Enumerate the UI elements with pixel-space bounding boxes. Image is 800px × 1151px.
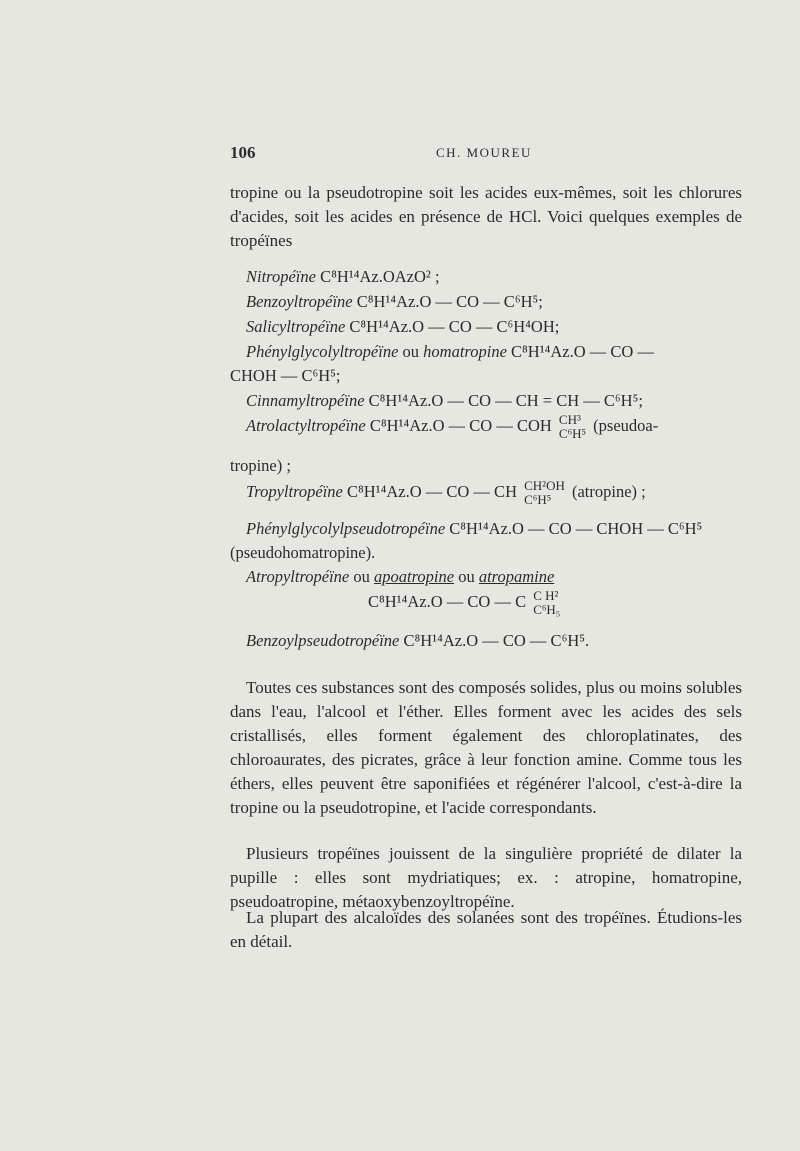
formula-salicyltropeine [246,317,559,337]
compound-formula: C⁸H¹⁴Az.O — CO — C⁶H⁴OH; [349,317,560,336]
compound-name: Atrolactyltropéïne [246,415,366,435]
branch-top: CH³ [558,412,581,427]
compound-formula: C⁸H¹⁴Az.O — CO — COH [369,415,552,435]
compound-note: (pseudoa- [593,415,659,435]
formula-phenylglycolylpseudotropeine [246,519,702,539]
alternate-name: atropamine [478,567,555,586]
compound-formula: C⁸H¹⁴Az.O — CO — CH [346,481,517,501]
branch-top: CH²OH [524,478,565,493]
formula-benzoyltropeine [246,292,543,312]
page-header [230,143,742,167]
branch-top: C H² [533,588,559,603]
connector-word: ou [458,567,475,586]
connector-word: ou [353,567,370,586]
compound-formula: C⁸H¹⁴Az.O — CO — C [368,591,527,611]
paragraph-properties: Toutes ces substances sont des composés solides, plus ou moins solubles dans l'eau, l'alcool et l'éther. Elles forment avec les acides des sels cristallisés, elles forment également des chloroplatinates, des chloroaurates, des picrates, grâce à leur fonction amine. Comme tous les éthers, elles peuvent être saponifiées et régénérer l'alcool, c'est-à-dire la tropine ou la pseudotropine, et l'acide correspondants. [230,678,742,817]
formula-cinnamyltropeine [246,391,643,411]
compound-name: Salicyltropéïne [246,317,346,336]
compound-note: (atropine) ; [571,481,646,501]
compound-name: Benzoylpseudotropéïne [246,631,400,650]
branch-group [533,589,560,617]
compound-name: Phénylglycolyltropéïne [246,342,399,361]
compound-name: Cinnamyltropéïne [246,391,365,410]
alternate-name: apoatropine [374,567,455,586]
compound-note: (pseudohomatropine). [230,543,376,562]
compound-formula: C⁸H¹⁴Az.O — CO — C⁶H⁵; [356,292,543,311]
compound-formula: C⁸H¹⁴Az.O — CO — CH = CH — C⁶H⁵; [368,391,643,410]
page-number: 106 [230,143,256,162]
paragraph-mydriatic: Plusieurs tropéïnes jouissent de la singulière propriété de dilater la pupille : elles sont mydriatiques; ex. : atropine, homatropine, pseudoatropine, métaoxybenzoyltropéïne. [230,844,742,911]
formula-tropyltropeine [246,479,646,507]
intro-paragraph: tropine ou la pseudotropine soit les acides eux-mêmes, soit les chlorures d'acides, soit les acides en présence de HCl. Voici quelques exemples de tropéïnes [230,183,742,250]
note-continuation: tropine) ; [230,456,291,475]
formula-continuation: CHOH — C⁶H⁵; [230,366,341,385]
paragraph-solanees: La plupart des alcaloïdes des solanées sont des tropéïnes. Étudions-les en détail. [230,908,742,951]
running-head: CH. MOUREU [436,145,532,160]
formula-benzoylpseudotropeine [246,631,589,651]
compound-name: Tropyltropéïne [246,481,343,501]
branch-bottom: C⁶H⁵ [524,492,552,507]
branch-group [559,413,586,441]
formula-atropyltropeine-structure [368,589,563,617]
formula-atropyltropeine [246,567,554,587]
compound-name: Phénylglycolylpseudotropéïne [246,519,446,538]
compound-formula: C⁸H¹⁴Az.O — CO — C⁶H⁵. [403,631,590,650]
compound-formula: C⁸H¹⁴Az.O — CO — [511,342,654,361]
compound-name: Atropyltropéïne [246,567,350,586]
alternate-name: homatropine [423,342,507,361]
connector-word: ou [402,342,420,361]
branch-bottom: C⁶H₅ [533,602,561,617]
branch-bottom: C⁶H⁵ [558,426,587,441]
compound-name: Nitropéïne [246,267,316,286]
formula-phenylglycolyltropeine [246,342,654,362]
branch-group [524,479,565,507]
formula-nitropeine [246,267,440,287]
compound-formula: C⁸H¹⁴Az.O — CO — CHOH — C⁶H⁵ [449,519,703,538]
compound-name: Benzoyltropéïne [246,292,353,311]
compound-formula: C⁸H¹⁴Az.OAzO² ; [320,267,440,286]
formula-atrolactyltropeine [246,413,658,441]
